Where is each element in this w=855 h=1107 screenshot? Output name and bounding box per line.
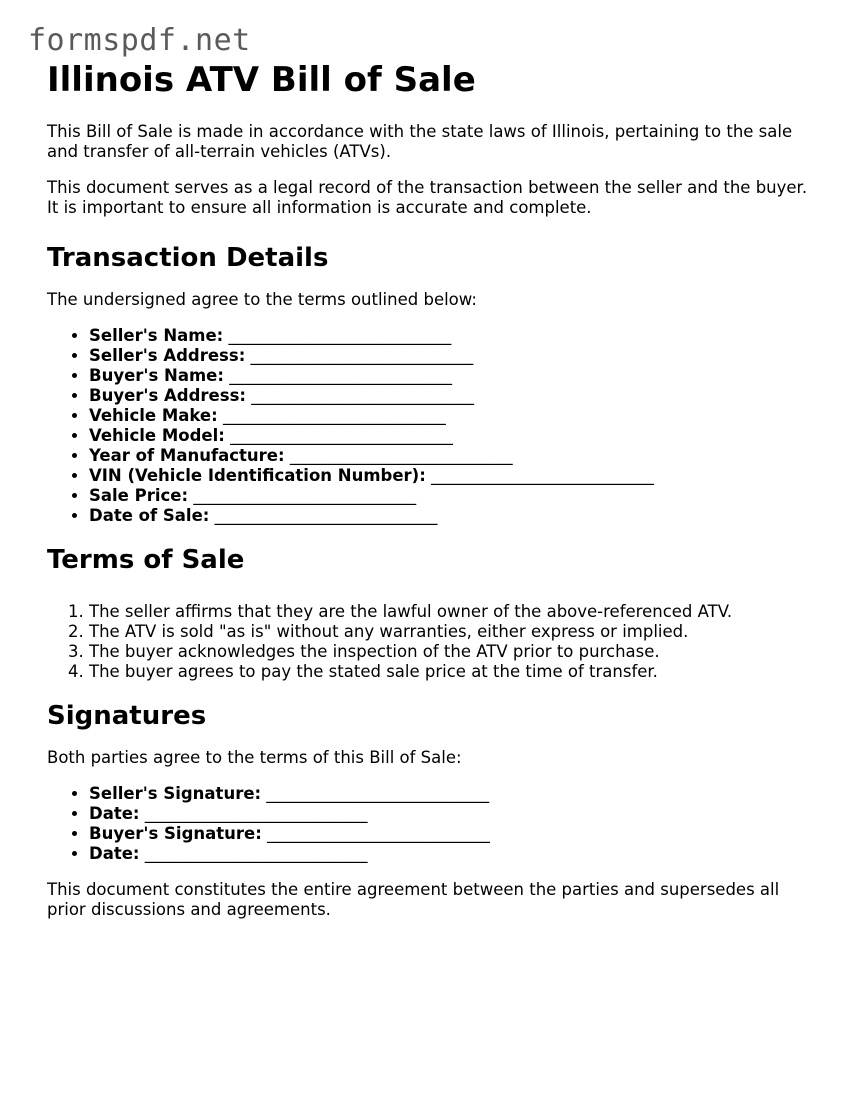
- field-sellers-signature: [89, 784, 817, 804]
- terms-of-sale-heading: Terms of Sale: [47, 545, 245, 575]
- field-blank[interactable]: ___________________________: [222, 406, 446, 425]
- transaction-lead: The undersigned agree to the terms outlined below:: [47, 290, 477, 309]
- field-label: Seller's Name:: [89, 326, 224, 345]
- field-vehicle-model: [89, 426, 817, 446]
- signature-fields-list: [47, 784, 817, 864]
- field-label: VIN (Vehicle Identification Number):: [89, 466, 426, 485]
- field-blank[interactable]: ___________________________: [266, 784, 490, 803]
- field-blank[interactable]: ___________________________: [251, 386, 474, 405]
- transaction-details-heading: Transaction Details: [47, 243, 329, 273]
- field-label: Date:: [89, 844, 140, 863]
- term-item: 4. The buyer agrees to pay the stated sale price at the time of transfer.: [89, 662, 817, 682]
- field-label: Vehicle Model:: [89, 426, 225, 445]
- field-buyers-name: [89, 366, 817, 386]
- field-label: Sale Price:: [89, 486, 189, 505]
- term-item: 2. The ATV is sold "as is" without any warranties, either express or implied.: [89, 622, 817, 642]
- field-blank[interactable]: ___________________________: [229, 366, 452, 385]
- field-year-of-manufacture: [89, 446, 817, 466]
- field-blank[interactable]: ___________________________: [214, 506, 438, 525]
- intro-paragraph: This Bill of Sale is made in accordance with the state laws of Illinois, pertaining to the sale and transfer of all-terrain vehicles (ATVs).: [47, 122, 793, 161]
- field-label: Seller's Signature:: [89, 784, 262, 803]
- terms-list: [47, 602, 817, 682]
- closing-paragraph: This document constitutes the entire agreement between the parties and supersedes all prior discussions and agreements.: [47, 880, 780, 919]
- document-title: Illinois ATV Bill of Sale: [47, 60, 476, 100]
- intro-paragraph: This document serves as a legal record of the transaction between the seller and the buyer. It is important to ensure all information is accurate and complete.: [47, 178, 808, 217]
- term-item: 3. The buyer acknowledges the inspection of the ATV prior to purchase.: [89, 642, 817, 662]
- field-vehicle-make: [89, 406, 817, 426]
- field-label: Buyer's Address:: [89, 386, 246, 405]
- field-blank[interactable]: ___________________________: [228, 326, 452, 345]
- field-seller-date: [89, 804, 817, 824]
- field-label: Buyer's Signature:: [89, 824, 262, 843]
- field-sale-price: [89, 486, 817, 506]
- field-buyer-date: [89, 844, 817, 864]
- field-buyers-address: [89, 386, 817, 406]
- field-blank[interactable]: ___________________________: [431, 466, 654, 485]
- field-label: Seller's Address:: [89, 346, 246, 365]
- field-blank[interactable]: ___________________________: [289, 446, 513, 465]
- field-blank[interactable]: ___________________________: [144, 804, 368, 823]
- term-item: 1. The seller affirms that they are the lawful owner of the above-referenced ATV.: [89, 602, 817, 622]
- field-sellers-address: [89, 346, 817, 366]
- field-label: Date of Sale:: [89, 506, 210, 525]
- field-date-of-sale: [89, 506, 817, 526]
- field-blank[interactable]: ___________________________: [144, 844, 368, 863]
- field-blank[interactable]: ___________________________: [267, 824, 490, 843]
- document-body: [47, 60, 817, 920]
- field-blank[interactable]: ___________________________: [193, 486, 417, 505]
- signatures-heading: Signatures: [47, 701, 207, 731]
- field-label: Year of Manufacture:: [89, 446, 285, 465]
- field-buyers-signature: [89, 824, 817, 844]
- field-label: Date:: [89, 804, 140, 823]
- field-vin: [89, 466, 817, 486]
- transaction-fields-list: [47, 326, 817, 526]
- field-sellers-name: [89, 326, 817, 346]
- watermark: formspdf.net: [28, 23, 251, 58]
- field-blank[interactable]: ___________________________: [250, 346, 474, 365]
- field-label: Vehicle Make:: [89, 406, 218, 425]
- field-blank[interactable]: ___________________________: [230, 426, 453, 445]
- signatures-lead: Both parties agree to the terms of this Bill of Sale:: [47, 748, 462, 767]
- field-label: Buyer's Name:: [89, 366, 224, 385]
